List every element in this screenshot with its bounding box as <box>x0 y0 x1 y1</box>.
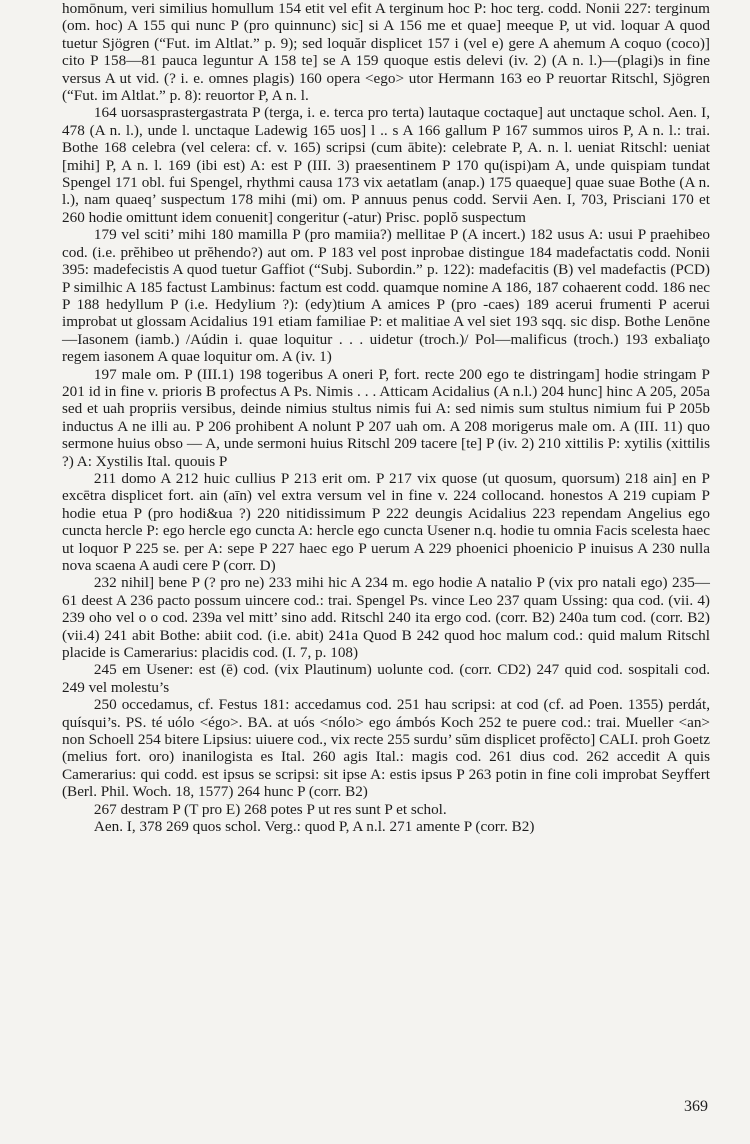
apparatus-note: homōnum, veri similius homullum 154 etit vel efit A terginum hoc P: hoc terg. codd. Nonii 227: terginum (om. hoc) A 155 qui nunc P (pro quinnunc) sic] si A 156 me et quae] meeque P, ut vid. loquar A quod tuetur Sjögren (“Fut. im Altlat.” p. 9); sed loquăr displicet 157 i (vel e) gere A ahemum A coquo (coco)] cito P 158—81 pauca leguntur A 158 te] se A 159 quoque estis delevi (iv. 2) (A n. l.)—(plagi)s in fine versus A ut vid. (? i. e. omnes plagis) 160 opera <ego> utor Hermann 163 eo P reuortar Ritschl, Sjögren (“Fut. im Altlat.” p. 8): reuortor P, A n. l. <box>62 0 710 105</box>
apparatus-note: Aen. I, 378 269 quos schol. Verg.: quod P, A n.l. 271 amente P (corr. B2) <box>93 818 535 836</box>
apparatus-note: 250 occedamus, cf. Festus 181: accedamus cod. 251 hau scripsi: at cod (cf. ad Poen. 1355) perdát, quísqui’s. PS. té uólo <égo>. BA. at uós <nólo> ego ámbós Koch 252 te puere cod.: trai. Mueller <an> non Schoell 254 bitere Lipsius: uiuere cod., vix recte 255 surdu’ sŭm displicet profĕcto] CALI. proh Goetz (melius fort. oro) inanilogista es Ital. 260 agis Ital.: magis cod. 261 dius cod. 262 accedit A quis Camerarius: qui codd. est ipsus se scripsi: sit ipse A: estis ipsus P 263 potin in fine coli improbat Seyffert (Berl. Phil. Woch. 18, 1577) 264 hunc P (corr. B2) <box>62 696 710 801</box>
apparatus-note: 197 male om. P (III.1) 198 togeribus A oneri P, fort. recte 200 ego te distringam] hodie stringam P 201 id in fine v. prioris B profectus A Ps. Nimis . . . Atticam Acidalius (A n.l.) 204 hunc] hinc A 205, 205a sed et uah propriis versibus, deinde nimius stultus nimis fui A: sed nimis sum stultus nimium fui P 205b inductus A ne illi au. P 206 prohibent A nolunt P 207 uah om. A 208 morigerus male om. A (III. 11) quo sermone huius obso — A, unde sermoni huius Ritschl 209 tacere [te] P (iv. 2) 210 xittilis P: xytilis (xittilis ?) A: Xystilis Ital. quouis P <box>62 365 710 470</box>
apparatus-note: 211 domo A 212 huic cullius P 213 erit om. P 217 vix quose (ut quosum, quorsum) 218 ain] en P excētra displicet fort. ain (aīn) vel extra versum vel in fine v. 224 collocand. honestos A 219 cupiam P hodie etua P (pro hodi&ua ?) 220 nitidissimum P 222 deungis Acidalius 223 rependam Angelius ego cuncta hercle P: ego hercle ego cuncta A: hercle ego cuncta Usener n.q. hodie tu omnia Facis scelesta haec ut loquor P 225 se. per A: sepe P 227 haec ego P uerum A 229 phoenici phoenicio P inuisus A 230 nulla nova scaena A audi cere P (corr. D) <box>62 469 710 574</box>
apparatus-note: 179 vel sciti’ mihi 180 mamilla P (pro mamiia?) mellitae P (A incert.) 182 usus A: usui P praehibeo cod. (i.e. prĕhibeo ut prĕhendo?) aut om. P 183 vel post inprobae distingue 184 madefactatis codd. Nonii 395: madefecistis A quod tuetur Gaffiot (“Subj. Subordin.” p. 122): madefacitis (B) vel madefactis (PCD) P similhic A 185 factust Lambinus: factum est codd. quamque nomine A 186, 187 cohaerent codd. 186 nec P 188 hedyllum P (i.e. Hedylium ?): (edy)tium A amices P (pro -caes) 189 acerui frumenti P acerui improbat ut glossam Acidalius 191 etiam familiae P: et malitiae A vel siet 193 sqq. sic disp. Bothe Lenōne—Iasonem (iamb.) /Aúdin i. quae loquitur . . . uidetur (troch.)/ Pol—malificus (troch.) 193 exbaliaţo regem iasonem A quae loquitur om. A (iv. 1) <box>62 226 710 366</box>
apparatus-note: 267 destram P (T pro E) 268 potes P ut res sunt P et schol. <box>93 800 447 818</box>
apparatus-note: 245 em Usener: est (ē) cod. (vix Plautinum) uolunte cod. (corr. CD2) 247 quid cod. sospitali cod. 249 vel molestu’s <box>62 661 710 696</box>
apparatus-note: 164 uorsasprastergastrata P (terga, i. e. terca pro terta) lautaque coctaque] aut unctaque schol. Aen. I, 478 (A n. l.), unde l. unctaque Ladewig 165 uos] l .. s A 166 gallum P 167 summos uiros P, A n. l.: trai. Bothe 168 celebra (vel celera: cf. v. 165) scripsi (cum ābite): celebrate P, A. n. l. ueniat Ritschl: ueniat [mihi] P, A n. l. 169 (ibi est) A: est P (III. 3) praesentinem P 170 qu(ispi)am A, unde quispiam tundat Spengel 171 obl. fui Spengel, rhythmi causa 173 vix aetatlam (anap.) 175 quaeque] quae suae Bothe (A n. l.), nam quaeq’ suspectum 178 mihi (mi) om. P annuus penus codd. Servii Aen. I, 703, Prisciani 170 et 260 hodie omittunt idem conuenit] congeritur (-atur) Prisc. poplŏ suspectum <box>62 104 710 226</box>
page-number: 369 <box>684 1098 708 1115</box>
critical-apparatus <box>62 0 710 836</box>
apparatus-note: 232 nihil] bene P (? pro ne) 233 mihi hic A 234 m. ego hodie A natalio P (vix pro natali ego) 235—61 deest A 236 pacto possum uincere cod.: trai. Spengel Ps. vince Leo 237 quam Ussing: qua cod. (vii. 4) 239 oho vel o o cod. 239a vel mitt’ sino add. Ritschl 240 ita ergo cod. (corr. B2) 240a tum cod. (corr. B2) (vii.4) 241 abit Bothe: abiit cod. (i.e. abit) 241a Quod B 242 quod hoc malum cod.: quid malum Ritschl placide is Camerarius: placidis cod. (I. 7, p. 108) <box>62 574 710 662</box>
